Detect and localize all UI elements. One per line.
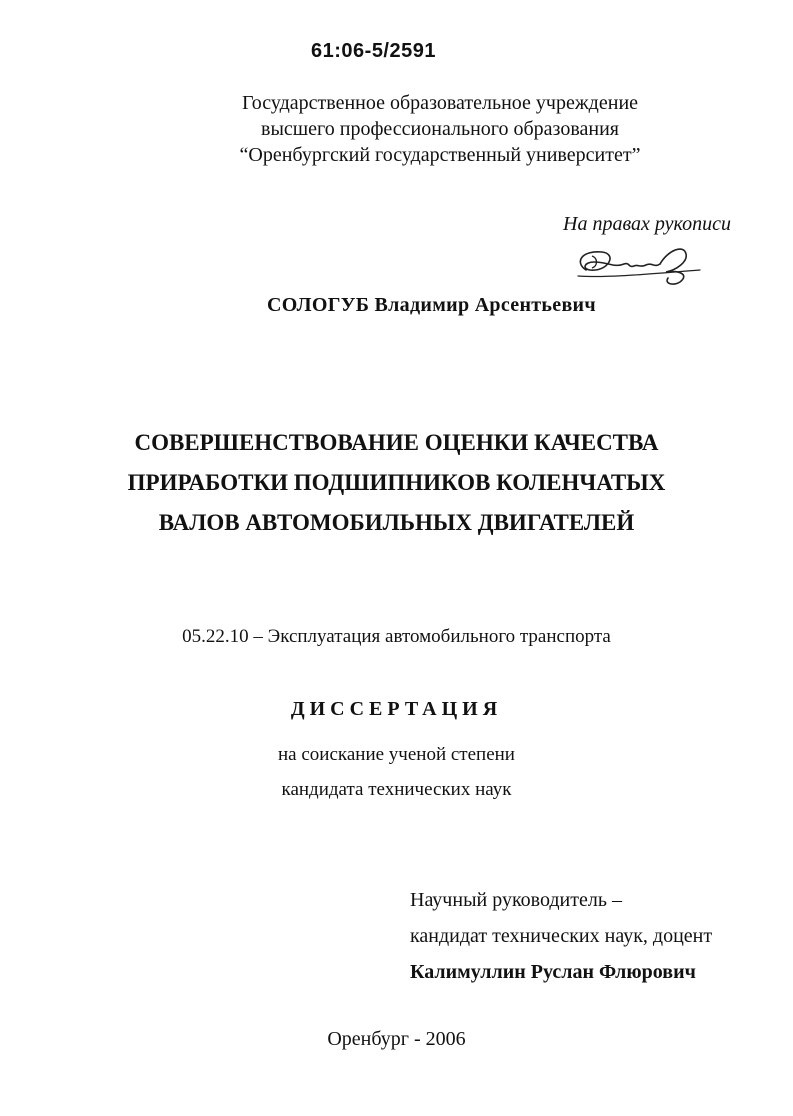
- supervisor-label: Научный руководитель –: [410, 889, 622, 911]
- signature-icon: [568, 240, 708, 288]
- specialty-code: 05.22.10 – Эксплуатация автомобильного транспорта: [182, 626, 611, 647]
- degree-line: на соискание ученой степени: [278, 744, 515, 765]
- city-year: Оренбург - 2006: [327, 1028, 466, 1050]
- degree-block: [0, 737, 793, 807]
- title-line: ПРИРАБОТКИ ПОДШИПНИКОВ КОЛЕНЧАТЫХ: [127, 470, 666, 495]
- supervisor-title: кандидат технических наук, доцент: [410, 925, 713, 947]
- institution-line: Государственное образовательное учреждение: [241, 92, 639, 114]
- document-type: ДИССЕРТАЦИЯ: [290, 698, 503, 720]
- catalog-code: 61:06-5/2591: [311, 40, 436, 62]
- author-name: СОЛОГУБ Владимир Арсентьевич: [267, 294, 596, 316]
- institution-line: высшего профессионального образования: [261, 118, 619, 140]
- rights-note: На правах рукописи: [563, 213, 731, 235]
- institution-line: “Оренбургский государственный университет”: [239, 144, 641, 166]
- title-line: ВАЛОВ АВТОМОБИЛЬНЫХ ДВИГАТЕЛЕЙ: [158, 510, 635, 535]
- dissertation-title: [0, 423, 793, 543]
- title-line: СОВЕРШЕНСТВОВАНИЕ ОЦЕНКИ КАЧЕСТВА: [134, 430, 659, 455]
- supervisor-block: [410, 882, 712, 990]
- institution-block: [210, 90, 670, 168]
- degree-line: кандидата технических наук: [281, 779, 512, 800]
- supervisor-name: Калимуллин Руслан Флюрович: [410, 961, 696, 983]
